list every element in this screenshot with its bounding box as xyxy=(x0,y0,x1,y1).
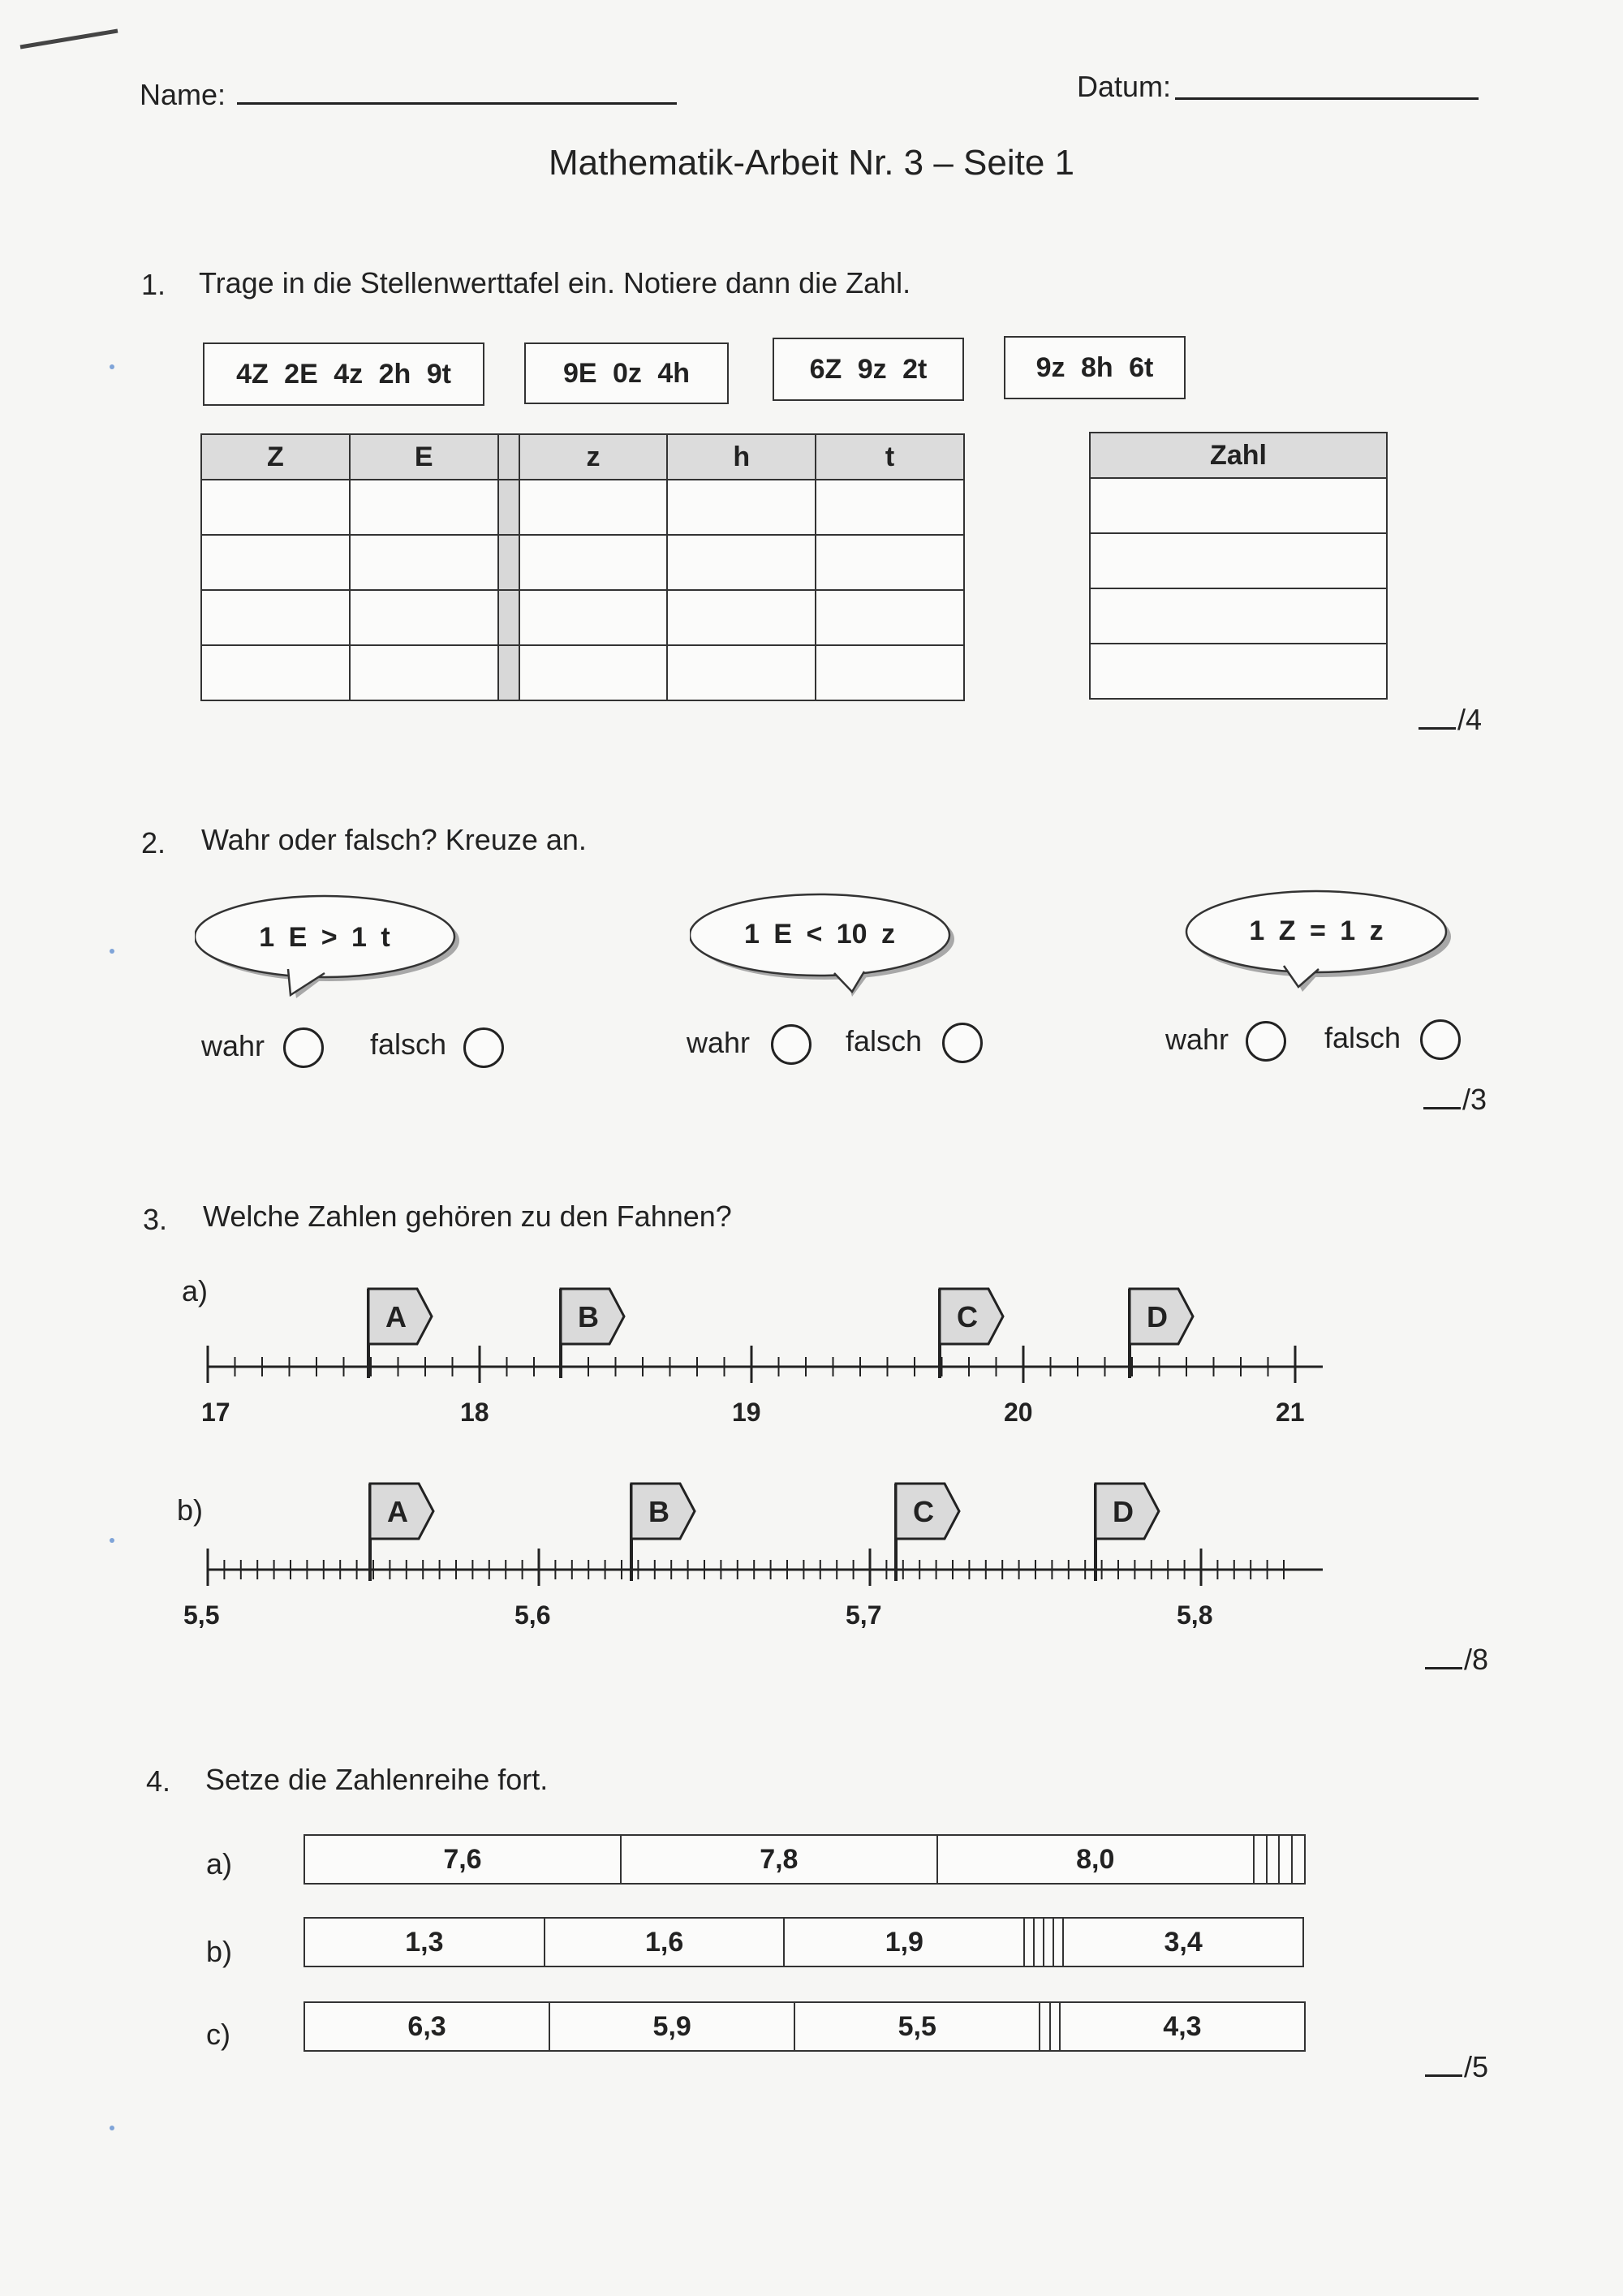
numberline-a-label: a) xyxy=(182,1274,209,1307)
task4-instruction: Setze die Zahlenreihe fort. xyxy=(205,1763,549,1796)
task1-number: 1. xyxy=(141,268,166,301)
cell[interactable] xyxy=(816,590,964,645)
tick-label: 20 xyxy=(1004,1398,1033,1427)
zahl-cell[interactable] xyxy=(1090,588,1387,644)
sep-cell xyxy=(498,480,519,535)
sequence-b-label: b) xyxy=(206,1935,233,1968)
task2-instruction: Wahr oder falsch? Kreuze an. xyxy=(201,823,587,856)
seq-cell: 6,3 xyxy=(304,2002,549,2051)
margin-marks xyxy=(89,357,122,2224)
cell[interactable] xyxy=(816,480,964,535)
true-label-3: wahr xyxy=(1165,1023,1229,1056)
sep-cell xyxy=(498,645,519,700)
table-row xyxy=(201,590,964,645)
flag-label: A xyxy=(387,1495,408,1528)
zahl-table xyxy=(1089,432,1388,700)
task1-instruction: Trage in die Stellenwerttafel ein. Notiere dann die Zahl. xyxy=(199,266,911,299)
tick-label: 18 xyxy=(460,1398,489,1427)
place-value-table xyxy=(200,433,965,701)
cell[interactable] xyxy=(519,480,668,535)
false-label-1: falsch xyxy=(370,1027,447,1061)
tick-label: 5,5 xyxy=(183,1600,220,1630)
sequence-a-label: a) xyxy=(206,1847,233,1880)
false-label-3: falsch xyxy=(1324,1021,1401,1054)
tick-label: 17 xyxy=(201,1398,230,1427)
sequence-b xyxy=(304,1917,1304,1967)
seq-cell[interactable] xyxy=(1279,1835,1292,1884)
score-text: /5 xyxy=(1464,2050,1489,2083)
seq-cell: 4,3 xyxy=(1060,2002,1305,2051)
false-checkbox-1[interactable] xyxy=(463,1027,504,1068)
task4-number: 4. xyxy=(146,1764,171,1798)
header-h: h xyxy=(667,434,816,480)
cell[interactable] xyxy=(816,535,964,590)
name-field[interactable] xyxy=(237,102,677,105)
cell[interactable] xyxy=(201,645,350,700)
table-row xyxy=(1090,588,1387,644)
cell[interactable] xyxy=(519,590,668,645)
tick-label: 5,8 xyxy=(1177,1600,1213,1630)
table-row xyxy=(1090,533,1387,588)
seq-cell[interactable] xyxy=(1050,2002,1060,2051)
cell[interactable] xyxy=(350,535,498,590)
chip-2: 9E 0z 4h xyxy=(524,342,729,404)
cell[interactable] xyxy=(350,480,498,535)
score-text: /3 xyxy=(1462,1083,1487,1116)
table-row xyxy=(201,535,964,590)
cell[interactable] xyxy=(350,590,498,645)
header-z: z xyxy=(519,434,668,480)
numberline-b-label: b) xyxy=(177,1493,204,1527)
cell[interactable] xyxy=(667,535,816,590)
task4-score xyxy=(1425,2050,1488,2084)
flag-label: B xyxy=(648,1495,669,1528)
seq-cell[interactable] xyxy=(1040,2002,1049,2051)
zahl-cell[interactable] xyxy=(1090,478,1387,533)
seq-cell: 3,4 xyxy=(1063,1918,1303,1966)
number-line-b xyxy=(195,1469,1331,1599)
flag-label: D xyxy=(1113,1495,1134,1528)
header-zahl: Zahl xyxy=(1090,433,1387,478)
false-checkbox-3[interactable] xyxy=(1420,1019,1461,1060)
score-text: /4 xyxy=(1457,703,1483,736)
task3-number: 3. xyxy=(143,1203,168,1236)
true-checkbox-1[interactable] xyxy=(283,1027,324,1068)
chip-4: 9z 8h 6t xyxy=(1004,336,1186,399)
seq-cell[interactable] xyxy=(1024,1918,1034,1966)
tick-label: 19 xyxy=(732,1398,761,1427)
cell[interactable] xyxy=(201,590,350,645)
seq-cell: 1,6 xyxy=(545,1918,785,1966)
statement-1: 1 E > 1 t xyxy=(259,922,390,953)
cell[interactable] xyxy=(667,480,816,535)
false-label-2: falsch xyxy=(846,1024,923,1058)
zahl-cell[interactable] xyxy=(1090,644,1387,699)
sequence-c xyxy=(304,2001,1306,2052)
seq-cell: 7,8 xyxy=(621,1835,937,1884)
true-label-2: wahr xyxy=(687,1026,751,1059)
flag-label: C xyxy=(957,1300,978,1333)
table-row xyxy=(201,645,964,700)
true-label-1: wahr xyxy=(201,1029,265,1062)
true-checkbox-3[interactable] xyxy=(1246,1021,1286,1062)
pencil-mark xyxy=(16,23,122,55)
chip-1: 4Z 2E 4z 2h 9t xyxy=(203,342,484,406)
cell[interactable] xyxy=(519,535,668,590)
tick-label: 5,7 xyxy=(846,1600,882,1630)
seq-cell[interactable] xyxy=(1267,1835,1280,1884)
seq-cell: 8,0 xyxy=(937,1835,1254,1884)
tick-label: 5,6 xyxy=(514,1600,551,1630)
date-field[interactable] xyxy=(1175,97,1479,100)
flag-label: B xyxy=(578,1300,599,1333)
seq-cell[interactable] xyxy=(1034,1918,1044,1966)
seq-cell[interactable] xyxy=(1044,1918,1053,1966)
task2-number: 2. xyxy=(141,826,166,859)
seq-cell[interactable] xyxy=(1254,1835,1267,1884)
cell[interactable] xyxy=(667,645,816,700)
table-row xyxy=(1090,478,1387,533)
page-title: Mathematik-Arbeit Nr. 3 – Seite 1 xyxy=(548,143,1075,183)
cell[interactable] xyxy=(201,535,350,590)
statement-2: 1 E < 10 z xyxy=(743,919,896,950)
seq-cell: 5,5 xyxy=(794,2002,1040,2051)
table-row xyxy=(201,480,964,535)
name-label: Name: xyxy=(140,78,226,111)
flag-label: C xyxy=(913,1495,934,1528)
header-E: E xyxy=(350,434,498,480)
sep-cell xyxy=(498,535,519,590)
sequence-c-label: c) xyxy=(206,2018,230,2051)
cell[interactable] xyxy=(201,480,350,535)
seq-cell[interactable] xyxy=(1292,1835,1305,1884)
header-Z: Z xyxy=(201,434,350,480)
cell[interactable] xyxy=(519,645,668,700)
true-checkbox-2[interactable] xyxy=(771,1024,812,1065)
date-label: Datum: xyxy=(1077,70,1172,103)
tick-label: 21 xyxy=(1276,1398,1305,1427)
sequence-a xyxy=(304,1834,1306,1885)
seq-cell: 7,6 xyxy=(304,1835,621,1884)
seq-cell: 1,9 xyxy=(784,1918,1024,1966)
zahl-cell[interactable] xyxy=(1090,533,1387,588)
false-checkbox-2[interactable] xyxy=(942,1023,983,1063)
cell[interactable] xyxy=(350,645,498,700)
score-text: /8 xyxy=(1464,1643,1489,1676)
chip-3: 6Z 9z 2t xyxy=(773,338,964,401)
seq-cell: 5,9 xyxy=(549,2002,794,2051)
sep-cell xyxy=(498,590,519,645)
decimal-separator-column xyxy=(498,434,519,480)
seq-cell: 1,3 xyxy=(304,1918,545,1966)
table-row xyxy=(1090,644,1387,699)
cell[interactable] xyxy=(816,645,964,700)
task2-score xyxy=(1423,1083,1487,1117)
flag-label: A xyxy=(385,1300,407,1333)
flag-label: D xyxy=(1147,1300,1168,1333)
statement-3: 1 Z = 1 z xyxy=(1249,915,1384,946)
task1-score xyxy=(1419,703,1482,737)
seq-cell[interactable] xyxy=(1053,1918,1063,1966)
number-line-a xyxy=(195,1274,1331,1404)
cell[interactable] xyxy=(667,590,816,645)
header-t: t xyxy=(816,434,964,480)
task3-score xyxy=(1425,1643,1488,1677)
task3-instruction: Welche Zahlen gehören zu den Fahnen? xyxy=(203,1200,732,1233)
